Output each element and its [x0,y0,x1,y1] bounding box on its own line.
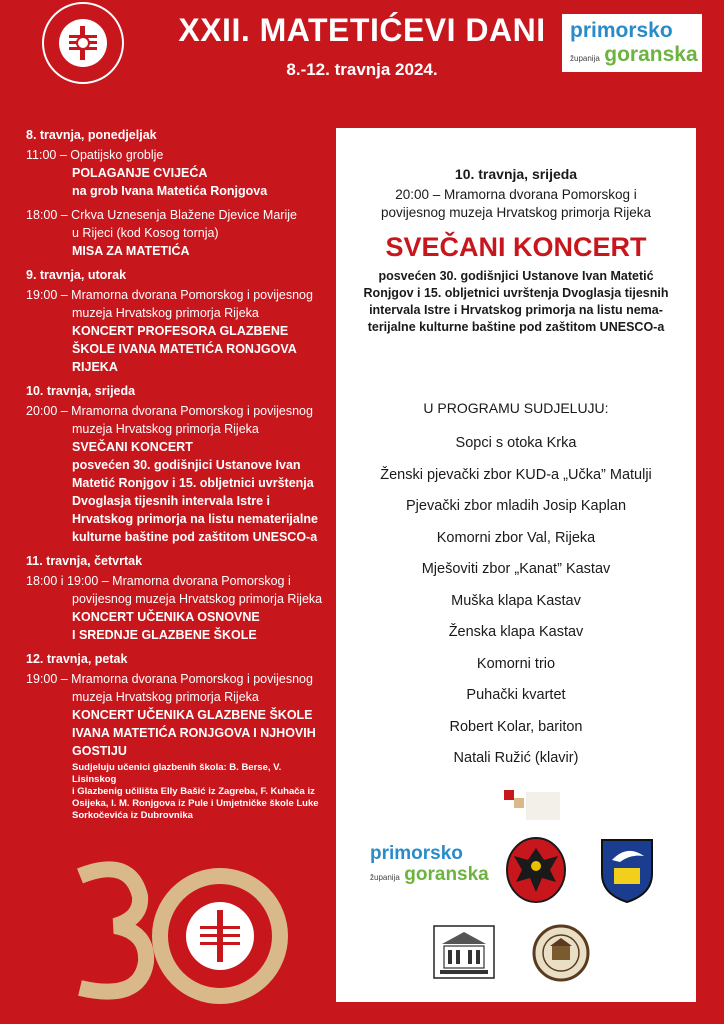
panel-desc-line: intervala Istre i Hrvatskog primorja na listu nema- [369,303,663,317]
event-note-line: i Glazbenig učilišta Elly Bašić iz Zagreba, F. Kuhača iz [72,786,315,797]
panel-venue [356,186,676,222]
event-name: POLAGANJE CVIJEĆA [72,166,208,180]
panel-desc-line: posvećen 30. godišnjici Ustanove Ivan Matetić [378,269,654,283]
event-name: SVEČANI KONCERT [72,440,193,454]
day-heading: 9. travnja, utorak [26,268,127,282]
schedule-event [26,286,326,376]
event-title: XXII. MATETIĆEVI DANI [178,12,546,48]
pgz-sponsor-logo [562,14,702,72]
event-desc-line: kulturne baštine pod zaštitom UNESCO-a [72,530,318,544]
panel-day: 10. travnja, srijeda [454,166,578,182]
schedule-event [26,146,326,200]
panel-desc-line: terijalne kulturne baštine pod zaštitom UNESCO-a [367,320,665,334]
event-time-place: 18:00 – Crkva Uznesenja Blažene Djevice Marije [26,208,297,222]
schedule-event [26,572,326,644]
event-name-line: RIJEKA [72,360,118,374]
event-name-line: na grob Ivana Matetića Ronjgova [72,184,268,198]
performer-item: Pjevački zbor mladih Josip Kaplan [405,498,627,514]
event-time-place: 19:00 – Mramorna dvorana Pomorskog i povijesnog [26,288,313,302]
day-heading: 11. travnja, četvrtak [26,554,143,568]
event-name-line: ŠKOLE IVANA MATETIĆA RONJGOVA [72,342,297,356]
day-heading: 8. travnja, ponedjeljak [26,128,157,142]
event-desc-line: Matetić Ronjgov i 15. obljetnici uvrštenja [72,476,314,490]
panel-venue-line: povijesnog muzeja Hrvatskog primorja Rijeka [380,205,652,220]
event-place-line: u Rijeci (kod Kosog tornja) [72,226,219,240]
panel-desc-line: Ronjgov i 15. obljetnici uvrštenja Dvoglasja tijesnih [363,286,669,300]
pgz-zupanija: županija [370,873,400,882]
pgz-zupanija: županija [570,54,600,63]
small-square-logo [504,790,560,820]
performer-item: Komorni trio [476,655,556,672]
event-name: KONCERT UČENIKA OSNOVNE [72,610,260,624]
performers-heading: U PROGRAMU SUDJELUJU: [423,400,609,416]
performers-list [336,428,696,775]
event-time-place: 19:00 – Mramorna dvorana Pomorskog i povijesnog [26,672,313,686]
event-place-line: povijesnog muzeja Hrvatskog primorja Rijeka [72,592,323,606]
pgz-word-2: goranska [404,864,489,885]
round-seal-logo [532,924,590,982]
event-place-line: muzeja Hrvatskog primorja Rijeka [72,306,259,320]
event-name-line: IVANA MATETIĆA RONJGOVA I NJHOVIH [72,726,316,740]
event-note-line: Sudjeluju učenici glazbenih škola: B. Berse, V. Lisinskog [72,762,282,785]
event-name: KONCERT UČENIKA GLAZBENE ŠKOLE [72,708,313,722]
panel-concert-title: SVEČANI KONCERT [385,232,647,262]
event-name-line: I SREDNJE GLAZBENE ŠKOLE [72,628,257,642]
day-heading: 12. travnja, petak [26,652,128,666]
performer-item: Sopci s otoka Krka [455,435,577,451]
event-dates: 8.-12. travnja 2024. [286,60,438,79]
event-desc-line: Hrvatskog primorja na listu nematerijalne [72,512,318,526]
event-time-place: 18:00 i 19:00 – Mramorna dvorana Pomorskog i [26,574,291,588]
event-note-line: Osijeka, I. M. Ronjgova iz Pule i Umjetničke škole Luke [72,798,319,809]
anniversary-30-logo [60,856,290,1006]
performer-item: Muška klapa Kastav [451,592,581,609]
museum-building-logo [432,924,496,980]
schedule-event [26,206,326,260]
performer-item: Robert Kolar, bariton [449,718,583,735]
schedule-event [26,670,326,822]
featured-concert-panel [336,128,696,1002]
event-note-line: Sorkočevića iz Dubrovnika [72,810,193,821]
eagle-coat-of-arms-icon [504,836,568,904]
pgz-sponsor-logo-panel [370,844,490,888]
event-place-line: muzeja Hrvatskog primorja Rijeka [72,422,259,436]
event-place-line: muzeja Hrvatskog primorja Rijeka [72,690,259,704]
event-time-place: 11:00 – Opatijsko groblje [26,148,164,162]
day-heading: 10. travnja, srijeda [26,384,136,398]
event-desc-line: posvećen 30. godišnjici Ustanove Ivan [72,458,301,472]
shield-coat-of-arms-icon [600,838,654,904]
performer-item: Puhački kvartet [466,687,566,703]
performer-item: Mješoviti zbor „Kanat” Kastav [421,561,611,577]
pgz-word-1: primorsko [370,843,463,864]
pgz-word-2: goranska [604,43,698,66]
performer-item: Natali Ružić (klavir) [453,750,579,766]
schedule-list [26,120,326,822]
schedule-event [26,402,326,546]
panel-venue-line: 20:00 – Mramorna dvorana Pomorskog i [395,187,637,202]
event-name-line: GOSTIJU [72,744,127,758]
event-name: MISA ZA MATETIĆA [72,244,190,258]
panel-description [356,268,676,336]
event-name: KONCERT PROFESORA GLAZBENE [72,324,289,338]
performer-item: Komorni zbor Val, Rijeka [436,529,596,546]
pgz-word-1: primorsko [570,19,673,42]
performer-item: Ženski pjevački zbor KUD-a „Učka” Matulji [380,466,652,483]
event-time-place: 20:00 – Mramorna dvorana Pomorskog i povijesnog [26,404,313,418]
event-desc-line: Dvoglasja tijesnih intervala Istre i [72,494,270,508]
performer-item: Ženska klapa Kastav [448,624,584,640]
